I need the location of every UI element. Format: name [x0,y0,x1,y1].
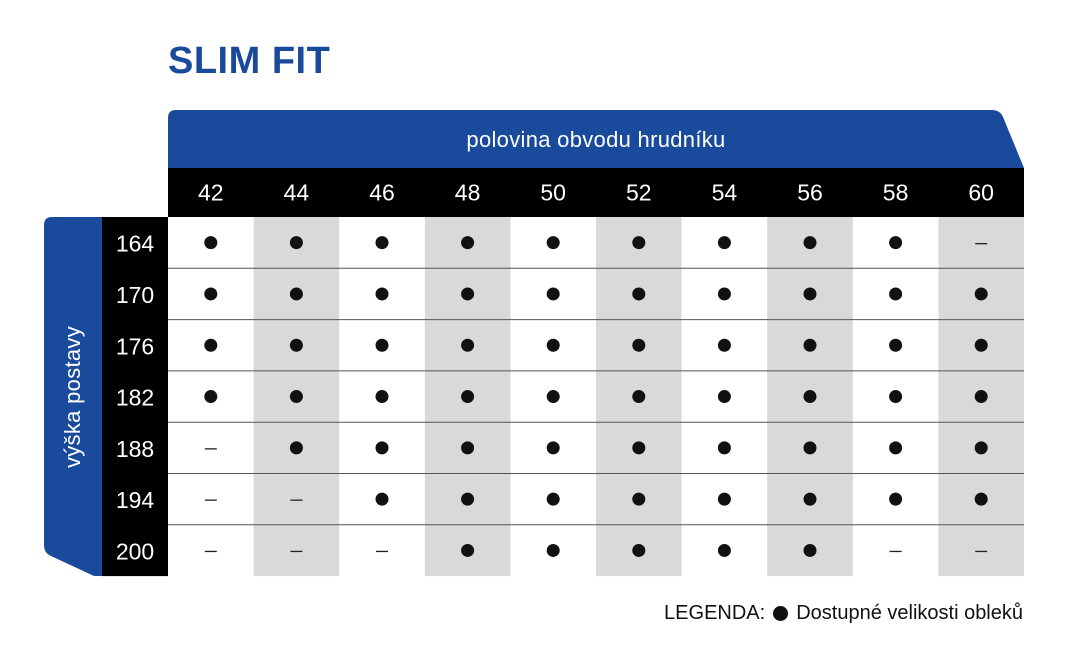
available-dot [376,493,389,506]
available-dot [804,493,817,506]
row-label: 176 [115,333,155,360]
available-dot [376,236,389,249]
available-dot [718,544,731,557]
available-dot [889,287,902,300]
available-dot [804,339,817,352]
available-dot [975,339,988,352]
available-dot [290,287,303,300]
legend [664,602,1023,625]
available-dot [889,493,902,506]
available-dot [718,339,731,352]
available-dot [461,493,474,506]
available-dot [204,236,217,249]
column-label: 46 [369,179,395,206]
available-dot [376,390,389,403]
available-dot [975,441,988,454]
available-dot [718,236,731,249]
available-dot [975,390,988,403]
row-label: 188 [115,435,155,462]
available-dot [547,441,560,454]
available-dot [718,441,731,454]
available-dot [461,441,474,454]
available-dot [461,236,474,249]
available-dot [804,441,817,454]
column-label: 58 [882,179,909,206]
available-dot [804,287,817,300]
row-label: 194 [115,487,155,514]
available-dot [204,390,217,403]
row-label: 164 [115,230,155,257]
column-axis-label: polovina obvodu hrudníku [466,127,726,152]
available-dot [632,236,645,249]
available-dot [290,390,303,403]
available-dot [461,544,474,557]
row-axis-label: výška postavy [60,325,85,468]
column-label: 42 [198,179,224,206]
column-label: 48 [454,179,481,206]
available-dot [547,339,560,352]
available-dot [376,287,389,300]
available-dot [632,544,645,557]
available-dot [718,287,731,300]
available-dot [975,493,988,506]
column-label: 44 [283,179,310,206]
column-label: 60 [968,179,994,206]
available-dot [461,287,474,300]
available-dot [632,339,645,352]
available-dot [547,390,560,403]
column-label: 52 [626,179,652,206]
column-label: 54 [711,179,738,206]
available-dot [889,236,902,249]
available-dot [547,544,560,557]
available-dot [718,390,731,403]
available-dot [547,236,560,249]
available-dot [632,390,645,403]
legend-text: Dostupné velikosti obleků [796,602,1023,624]
available-dot [889,390,902,403]
available-dot [804,236,817,249]
row-label: 200 [115,538,155,565]
available-dot [547,493,560,506]
available-dot [889,339,902,352]
available-dot [889,441,902,454]
available-dot [975,287,988,300]
available-dot [804,544,817,557]
available-dot [461,390,474,403]
available-dot [547,287,560,300]
legend-dot-icon [773,606,788,621]
legend-prefix: LEGENDA: [664,602,766,624]
available-dot [718,493,731,506]
available-dot [632,441,645,454]
available-dot [804,390,817,403]
row-label: 170 [115,281,155,308]
available-dot [204,339,217,352]
available-dot [290,441,303,454]
available-dot [632,287,645,300]
available-dot [290,236,303,249]
available-dot [204,287,217,300]
available-dot [376,339,389,352]
chart-title: SLIM FIT [168,40,331,82]
available-dot [461,339,474,352]
available-dot [632,493,645,506]
available-dot [376,441,389,454]
available-dot [290,339,303,352]
column-label: 50 [540,179,566,206]
row-label: 182 [115,384,155,411]
column-label: 56 [797,179,823,206]
